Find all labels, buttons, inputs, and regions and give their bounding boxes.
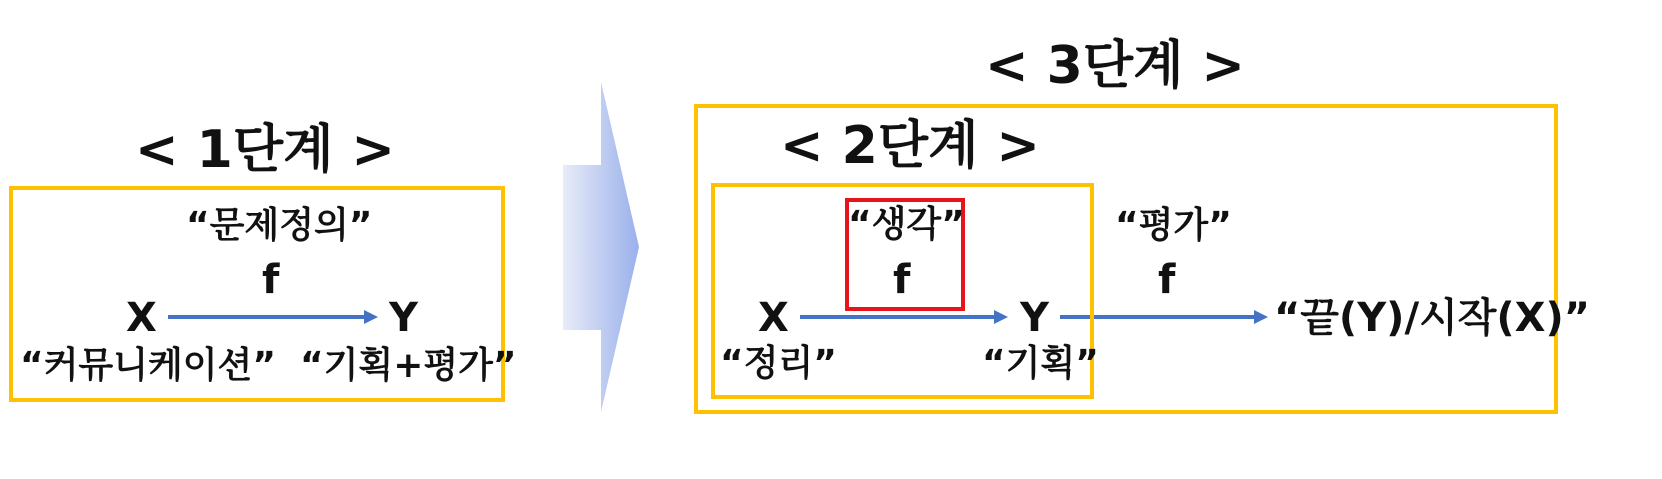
stage3-function-label: “평가”	[1115, 205, 1232, 246]
stage3-f-symbol: f	[1158, 257, 1176, 303]
big-right-arrow	[563, 82, 639, 412]
stage2-y-label: “기획”	[982, 343, 1099, 384]
stage1-mapping-arrow	[168, 310, 378, 324]
stage2-title: < 2단계 >	[780, 116, 1040, 176]
stage2-x-symbol: X	[758, 295, 789, 341]
stage1-y-label: “기획+평가”	[300, 345, 517, 386]
stage1-x-symbol: X	[126, 295, 157, 341]
stage1-title: < 1단계 >	[135, 120, 395, 180]
stage1-f-symbol: f	[262, 257, 280, 303]
stage2-x-label: “정리”	[720, 343, 837, 384]
stage2-f-symbol: f	[893, 257, 911, 303]
stage2-function-label: “생각”	[848, 204, 965, 245]
stage3-result-label: “끝(Y)/시작(X)”	[1274, 295, 1591, 341]
stage2-y-symbol: Y	[1020, 295, 1049, 341]
stage1-function-label: “문제정의”	[186, 205, 373, 246]
stage3-title: < 3단계 >	[985, 36, 1245, 96]
stage1-x-label: “커뮤니케이션”	[20, 345, 276, 386]
stage1-y-symbol: Y	[389, 295, 418, 341]
